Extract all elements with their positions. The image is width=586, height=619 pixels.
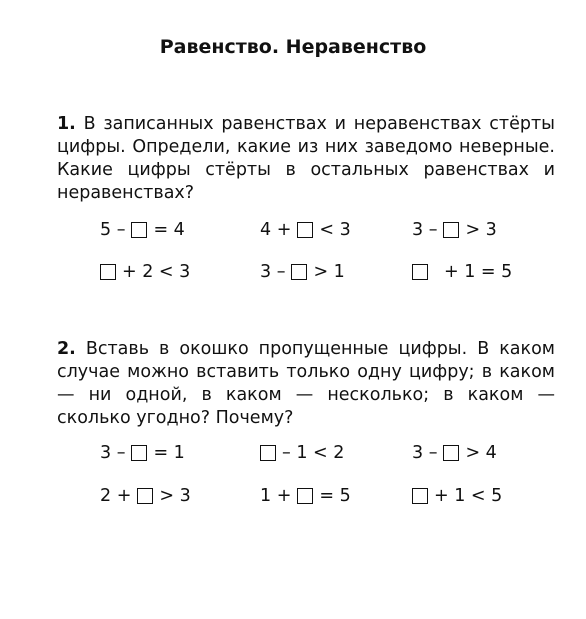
page-title: Равенство. Неравенство: [159, 36, 427, 58]
task-2-expression: [260, 486, 351, 506]
task-2-expression: [100, 486, 191, 506]
expression-left: 3 –: [100, 443, 126, 463]
blank-box[interactable]: [131, 445, 147, 461]
blank-box[interactable]: [291, 264, 307, 280]
blank-box[interactable]: [297, 488, 313, 504]
task-1-number: 1.: [57, 114, 76, 134]
task-2-expression: [260, 443, 344, 463]
expression-right: – 1 < 2: [282, 443, 345, 463]
blank-box[interactable]: [412, 264, 428, 280]
expression-right: + 1 = 5: [444, 262, 513, 282]
expression-left: 4 +: [260, 220, 292, 240]
task-1-expression: [260, 220, 351, 240]
expression-right: < 3: [319, 220, 351, 240]
expression-left: 5 –: [100, 220, 126, 240]
blank-box[interactable]: [297, 222, 313, 238]
task-2-expression: [100, 443, 185, 463]
task-1-text: В записанных равенствах и неравенствах стёрты цифры. Определи, какие из них заведомо неверные. Какие цифры стёрты в остальных равенствах и неравенствах?: [57, 114, 555, 203]
expression-right: = 4: [153, 220, 185, 240]
task-1-expression: [100, 262, 190, 282]
expression-right: > 1: [313, 262, 345, 282]
task-1-expression: [412, 262, 512, 282]
blank-box[interactable]: [443, 222, 459, 238]
task-2: [57, 338, 555, 430]
task-2-expression: [412, 443, 497, 463]
task-1-expression: [412, 220, 497, 240]
task-1: [57, 113, 555, 205]
expression-left: 3 –: [412, 443, 438, 463]
blank-box[interactable]: [100, 264, 116, 280]
blank-box[interactable]: [412, 488, 428, 504]
expression-right: > 3: [465, 220, 497, 240]
expression-right: > 4: [465, 443, 497, 463]
expression-left: 3 –: [260, 262, 286, 282]
task-1-expression: [260, 262, 345, 282]
blank-box[interactable]: [131, 222, 147, 238]
blank-box[interactable]: [443, 445, 459, 461]
blank-box[interactable]: [137, 488, 153, 504]
expression-left: 3 –: [412, 220, 438, 240]
blank-box[interactable]: [260, 445, 276, 461]
task-2-text: Вставь в окошко пропущенные цифры. В каком случае можно вставить только одну цифру; в каком — ни одной, в каком — несколько; в каком — сколько угодно? Почему?: [57, 339, 555, 428]
expression-right: = 5: [319, 486, 351, 506]
expression-right: + 2 < 3: [122, 262, 191, 282]
expression-left: 2 +: [100, 486, 132, 506]
expression-right: > 3: [159, 486, 191, 506]
expression-right: = 1: [153, 443, 185, 463]
expression-right: + 1 < 5: [434, 486, 503, 506]
task-1-expression: [100, 220, 185, 240]
task-2-number: 2.: [57, 339, 76, 359]
expression-left: 1 +: [260, 486, 292, 506]
task-2-expression: [412, 486, 502, 506]
